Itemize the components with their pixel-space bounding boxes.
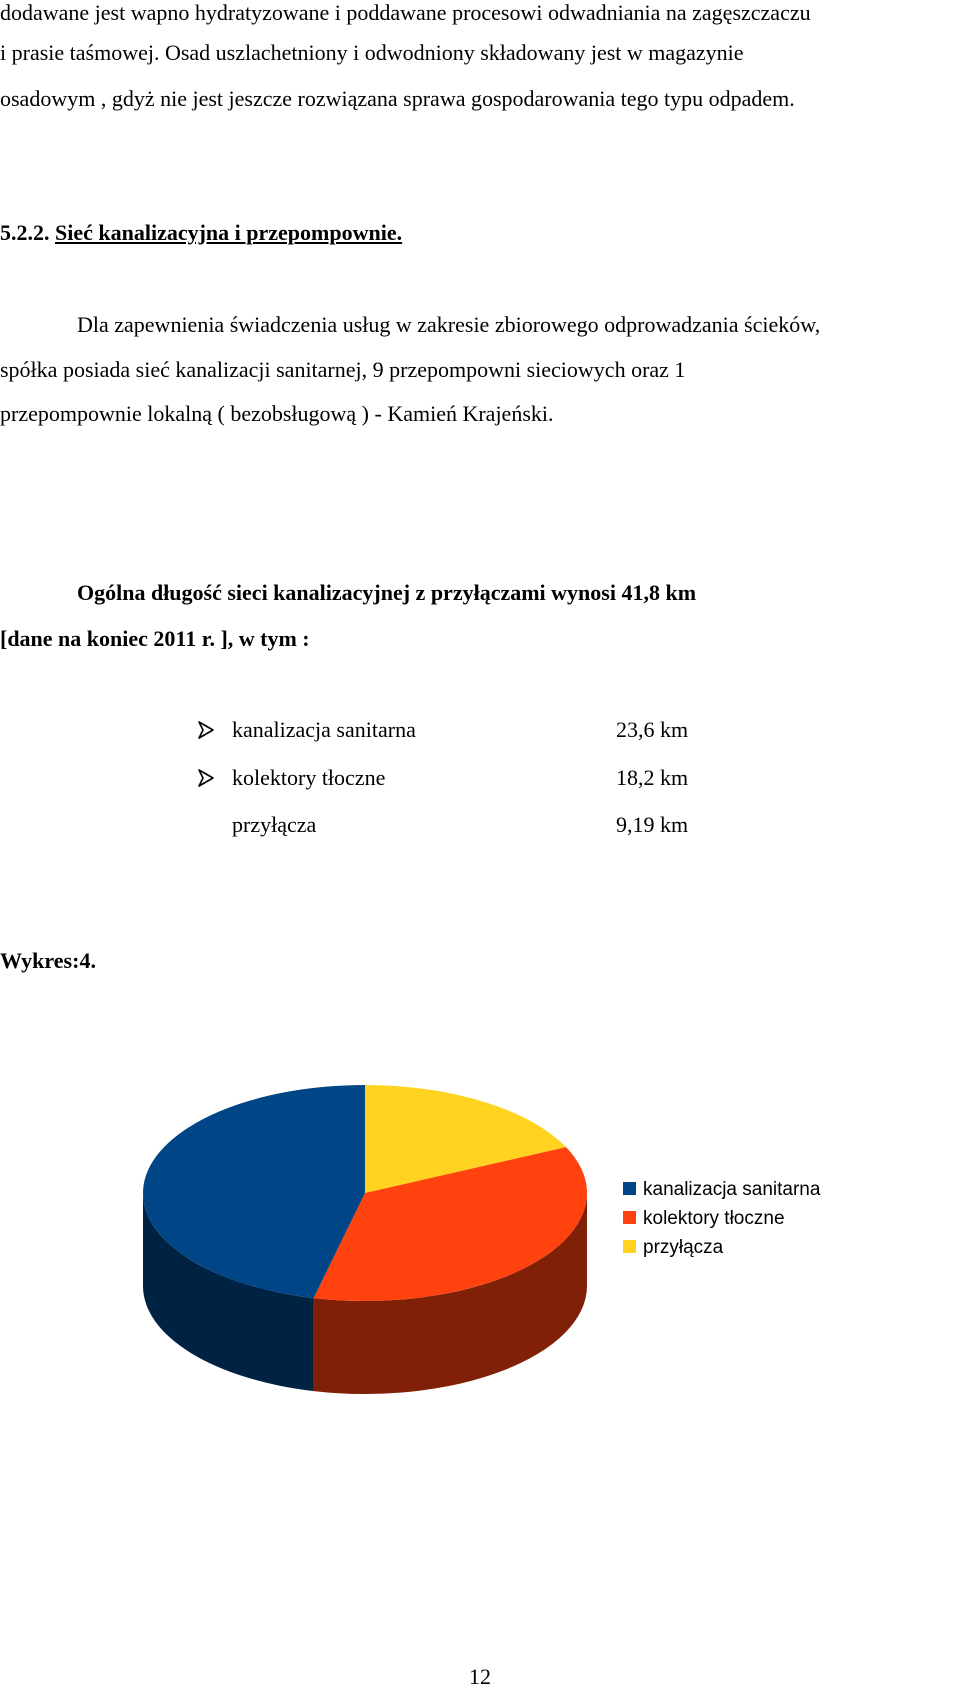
pie-tops <box>143 1085 587 1301</box>
legend-label: kolektory tłoczne <box>643 1208 785 1229</box>
figure-label: Wykres:4. <box>0 948 96 973</box>
item-value: 18,2 km <box>616 765 689 790</box>
summary-line-2: [dane na koniec 2011 r. ], w tym : <box>0 626 310 651</box>
section-title: Sieć kanalizacyjna i przepompownie. <box>55 220 403 245</box>
item-value: 23,6 km <box>616 717 689 742</box>
legend-swatch <box>623 1182 636 1195</box>
intro-line-3: osadowym , gdyż nie jest jeszcze rozwiązana sprawa gospodarowania tego typu odpadem. <box>0 86 795 111</box>
section-number: 5.2.2. <box>0 220 50 245</box>
summary-line-1: Ogólna długość sieci kanalizacyjnej z przyłączami wynosi 41,8 km <box>77 580 697 605</box>
legend-swatch <box>623 1240 636 1253</box>
page-number: 12 <box>469 1664 491 1689</box>
chart-legend <box>623 1179 821 1258</box>
legend-label: kanalizacja sanitarna <box>643 1179 821 1200</box>
intro-line-2: i prasie taśmowej. Osad uszlachetniony i odwodniony składowany jest w magazynie <box>0 40 744 65</box>
intro-line-1: dodawane jest wapno hydratyzowane i poddawane procesowi odwadniania na zagęszczaczu <box>0 0 811 25</box>
item-value: 9,19 km <box>616 812 689 837</box>
legend-swatch <box>623 1211 636 1224</box>
arrow-bullet-icon <box>196 720 216 740</box>
paragraph-line-1: Dla zapewnienia świadczenia usług w zakresie zbiorowego odprowadzania ścieków, <box>77 312 821 337</box>
paragraph-line-3: przepompownie lokalną ( bezobsługową ) - Kamień Krajeński. <box>0 401 554 426</box>
pie-chart <box>130 1075 860 1415</box>
legend-label: przyłącza <box>643 1237 724 1258</box>
arrow-bullet-icon <box>196 768 216 788</box>
item-label: kolektory tłoczne <box>232 765 386 790</box>
paragraph-line-2: spółka posiada sieć kanalizacji sanitarnej, 9 przepompowni sieciowych oraz 1 <box>0 357 686 382</box>
section-heading <box>0 220 402 246</box>
item-label: kanalizacja sanitarna <box>232 717 416 742</box>
item-label: przyłącza <box>232 812 317 837</box>
